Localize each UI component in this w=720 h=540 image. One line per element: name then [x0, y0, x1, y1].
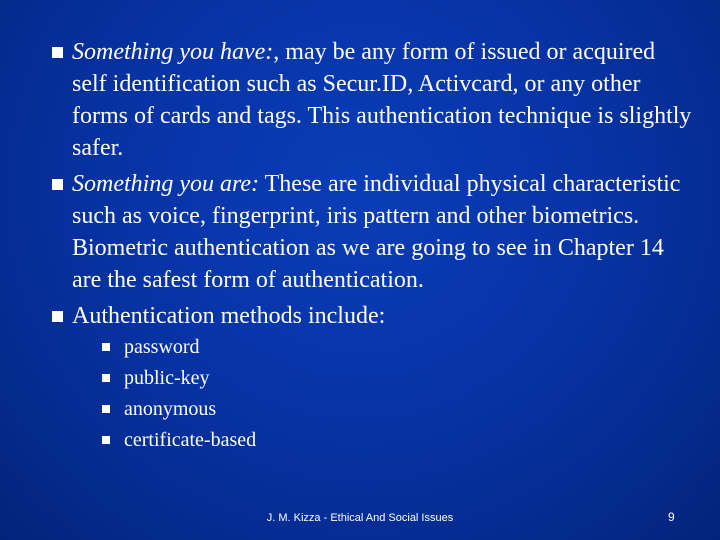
bullet-text: Authentication methods include: — [72, 303, 386, 329]
bullet-something-you-have — [52, 36, 692, 164]
bullet-label: Something you are: — [72, 171, 260, 197]
square-bullet-icon — [102, 405, 110, 413]
sub-bullet-text: public-key — [124, 367, 210, 389]
bullet-something-you-are — [52, 168, 692, 296]
square-bullet-icon — [52, 47, 63, 58]
footer-text: J. M. Kizza - Ethical And Social Issues — [266, 512, 454, 524]
square-bullet-icon — [102, 343, 110, 351]
sub-bullet-text: password — [124, 336, 200, 358]
bullet-text: , may be any form of issued or acquired self identification such as Secur.ID, Activcard, or any other forms of cards and tags. This authentication technique is slightly safer. — [72, 39, 692, 161]
square-bullet-icon — [102, 436, 110, 444]
sub-bullet-item — [102, 394, 692, 425]
sub-bullet-item — [102, 363, 692, 394]
sub-bullet-item — [102, 425, 692, 456]
sub-bullet-text: anonymous — [124, 398, 217, 420]
bullet-label: Something you have: — [72, 39, 274, 65]
bullet-authentication-methods — [52, 300, 692, 456]
sub-bullet-list — [102, 332, 692, 456]
square-bullet-icon — [52, 311, 63, 322]
page-number: 9 — [668, 510, 675, 524]
square-bullet-icon — [102, 374, 110, 382]
sub-bullet-item — [102, 332, 692, 363]
bullet-text: These are individual physical characteristic such as voice, fingerprint, iris pattern and other biometrics. Biometric authentication as we are going to see in Chapter 14 are the safest form of authentication. — [72, 171, 681, 293]
sub-bullet-text: certificate-based — [124, 429, 257, 451]
bullet-list — [52, 36, 692, 460]
square-bullet-icon — [52, 179, 63, 190]
